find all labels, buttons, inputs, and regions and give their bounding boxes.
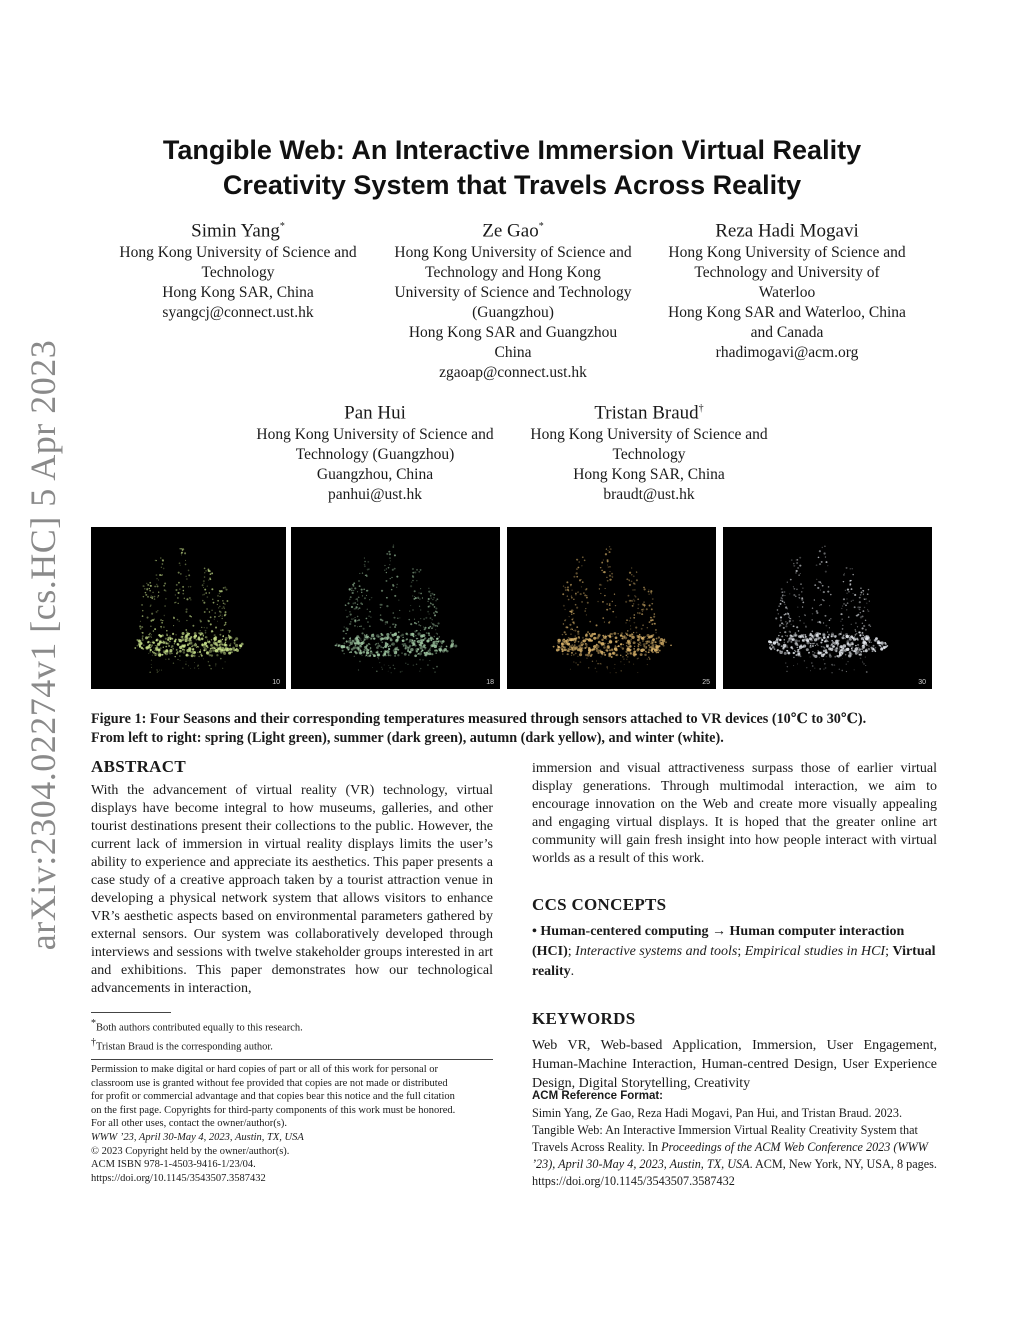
author-block-4: [240, 397, 510, 505]
forest-image-autumn: [507, 527, 716, 689]
figure-panel-winter: [723, 527, 932, 689]
author-location: Hong Kong SAR, China: [162, 284, 314, 302]
arxiv-stamp: [12, 339, 74, 951]
title-line-2: Creativity System that Travels Across Reality: [222, 170, 802, 200]
ccs-concepts: • Human-centered computing → Human computer interaction (HCI); Interactive systems and tools; Empirical studies in HCI; Virtual reality.: [532, 924, 936, 979]
author-block-3: [652, 215, 922, 363]
permission-line: For all other uses, contact the owner/author(s).: [91, 1118, 287, 1130]
forest-image-summer: [291, 527, 500, 689]
figure-caption: [91, 710, 951, 748]
author-name: Reza Hadi Mogavi: [715, 220, 859, 242]
caption-line-2: From left to right: spring (Light green), summer (dark green), autumn (dark yellow), and winter (white).: [91, 730, 724, 746]
forest-image-winter: [723, 527, 932, 689]
author-location: Hong Kong SAR and Waterloo, China: [668, 304, 906, 322]
panel-label: 18: [486, 679, 494, 686]
copyright: © 2023 Copyright held by the owner/author(s).: [91, 1145, 290, 1157]
author-name: Tristan Braud†: [594, 402, 704, 424]
permission-divider: [91, 1059, 493, 1060]
author-affiliation: Technology: [201, 264, 275, 282]
acm-reference-heading: ACM Reference Format:: [532, 1090, 663, 1102]
author-location: Guangzhou, China: [316, 466, 434, 484]
permission-line: classroom use is granted without fee provided that copies are not made or distributed: [91, 1077, 448, 1089]
doi-link[interactable]: https://doi.org/10.1145/3543507.3587432: [91, 1172, 266, 1184]
author-email[interactable]: zgaoap@connect.ust.hk: [439, 364, 587, 382]
author-affiliation: Hong Kong University of Science and: [256, 426, 494, 444]
keywords-section: [532, 1008, 937, 1093]
author-affiliation: Technology and University of: [694, 264, 880, 282]
acm-reference-text: Simin Yang, Ze Gao, Reza Hadi Mogavi, Pan Hui, and Tristan Braud. 2023. Tangible Web: An Interactive Immersion Virtual Reality Creativity System that Travels Across Reality. In: [532, 1106, 918, 1154]
left-column: [91, 756, 493, 998]
caption-line-1: Figure 1: Four Seasons and their corresponding temperatures measured through sensors attached to VR devices (10℃ to 30℃).: [91, 711, 867, 727]
author-location: and Canada: [750, 324, 824, 342]
permission-block: [91, 1063, 493, 1185]
footnote-divider: [91, 1012, 171, 1013]
isbn: ACM ISBN 978-1-4503-9416-1/23/04.: [91, 1159, 256, 1171]
right-column: [532, 760, 937, 1093]
acm-reference-proceedings: Proceedings of the ACM Web Conference 2023 (WWW ’23), April 30-May 4, 2023, Austin, TX, USA: [532, 1140, 928, 1171]
author-email[interactable]: syangcj@connect.ust.hk: [162, 304, 314, 322]
author-email[interactable]: panhui@ust.hk: [328, 486, 422, 504]
forest-image-spring: [91, 527, 286, 689]
figure-panel-autumn: [507, 527, 716, 689]
keywords-text: Web VR, Web-based Application, Immersion, User Engagement, Human-Machine Interaction, Human-centred Design, User Experience Design, Digital Storytelling, Creativity: [532, 1038, 937, 1091]
ccs-section: [532, 894, 937, 982]
title-line-1: Tangible Web: An Interactive Immersion Virtual Reality: [162, 135, 862, 165]
author-affiliation: Waterloo: [758, 284, 816, 302]
author-affiliation: Hong Kong University of Science and: [394, 244, 632, 262]
author-affiliation: Technology and Hong Kong: [425, 264, 601, 282]
footnote-corresponding: †Tristan Braud is the corresponding author.: [91, 1036, 273, 1052]
author-affiliation: Hong Kong University of Science and: [530, 426, 768, 444]
acm-reference: [532, 1088, 937, 1190]
abstract-continued: immersion and visual attractiveness surpass those of earlier virtual display generations. Through multimodal interaction, we aim to encourage innovation on the Web and create more visually appealing and engaging virtual displays. It is hoped that the greater online art community will gain fresh insight into how people interact with virtual worlds as a result of this work.: [532, 761, 937, 866]
author-affiliation: Technology: [612, 446, 686, 464]
author-name: Simin Yang*: [191, 220, 285, 242]
permission-line: on the first page. Copyrights for third-party components of this work must be honored.: [91, 1104, 456, 1116]
author-name: Pan Hui: [344, 402, 406, 424]
author-block-1: [103, 215, 373, 323]
keywords-heading: KEYWORDS: [532, 1009, 636, 1028]
abstract-text: With the advancement of virtual reality (VR) technology, virtual displays have become integral to how museums, galleries, and other tourist destinations present their collections to the public. However, the current lack of immersion in virtual reality displays limits the user’s ability to experience and appreciate its aesthetics. This paper presents a case study of a creative approach taken by a tourist attraction venue in developing a physical network system that allows visitors to enhance VR’s aesthetic aspects based on environmental parameters gathered by external sensors. Our system was collaboratively developed through interviews and sessions with twelve stakeholder groups interested in art and exhibitions. This paper demonstrates how our technological advancements in interaction,: [91, 783, 493, 996]
author-location: Hong Kong SAR, China: [573, 466, 725, 484]
author-affiliation: University of Science and Technology: [394, 284, 632, 302]
acm-reference-tail: . ACM, New York, NY, USA, 8 pages. https://doi.org/10.1145/3543507.3587432: [532, 1157, 937, 1188]
author-block-5: [514, 397, 784, 505]
panel-label: 25: [702, 679, 710, 686]
figure-panel-summer: [291, 527, 500, 689]
author-email[interactable]: braudt@ust.hk: [603, 486, 695, 504]
footnotes: [91, 1017, 493, 1054]
figure-panel-spring: [91, 527, 286, 689]
panel-label: 10: [272, 679, 280, 686]
permission-line: Permission to make digital or hard copies of part or all of this work for personal or: [91, 1064, 439, 1075]
venue: WWW ’23, April 30-May 4, 2023, Austin, TX, USA: [91, 1131, 304, 1143]
author-affiliation: Hong Kong University of Science and: [668, 244, 906, 262]
arxiv-id: arXiv:2304.02274v1 [cs.HC] 5 Apr 2023: [23, 339, 64, 951]
author-location: Hong Kong SAR and Guangzhou: [408, 324, 618, 342]
author-email[interactable]: rhadimogavi@acm.org: [715, 344, 859, 362]
abstract-heading: ABSTRACT: [91, 757, 186, 776]
author-location: China: [494, 344, 532, 362]
author-name: Ze Gao*: [482, 220, 544, 242]
author-affiliation: Hong Kong University of Science and: [119, 244, 357, 262]
ccs-heading: CCS CONCEPTS: [532, 895, 667, 914]
author-affiliation: (Guangzhou): [472, 304, 554, 322]
paper-title: [100, 133, 924, 203]
panel-label: 30: [918, 679, 926, 686]
author-block-2: [378, 215, 648, 383]
teaser-figure: [91, 527, 932, 689]
author-affiliation: Technology (Guangzhou): [295, 446, 455, 464]
footnote-equal: *Both authors contributed equally to this research.: [91, 1018, 303, 1034]
permission-line: for profit or commercial advantage and that copies bear this notice and the full citation: [91, 1091, 455, 1103]
